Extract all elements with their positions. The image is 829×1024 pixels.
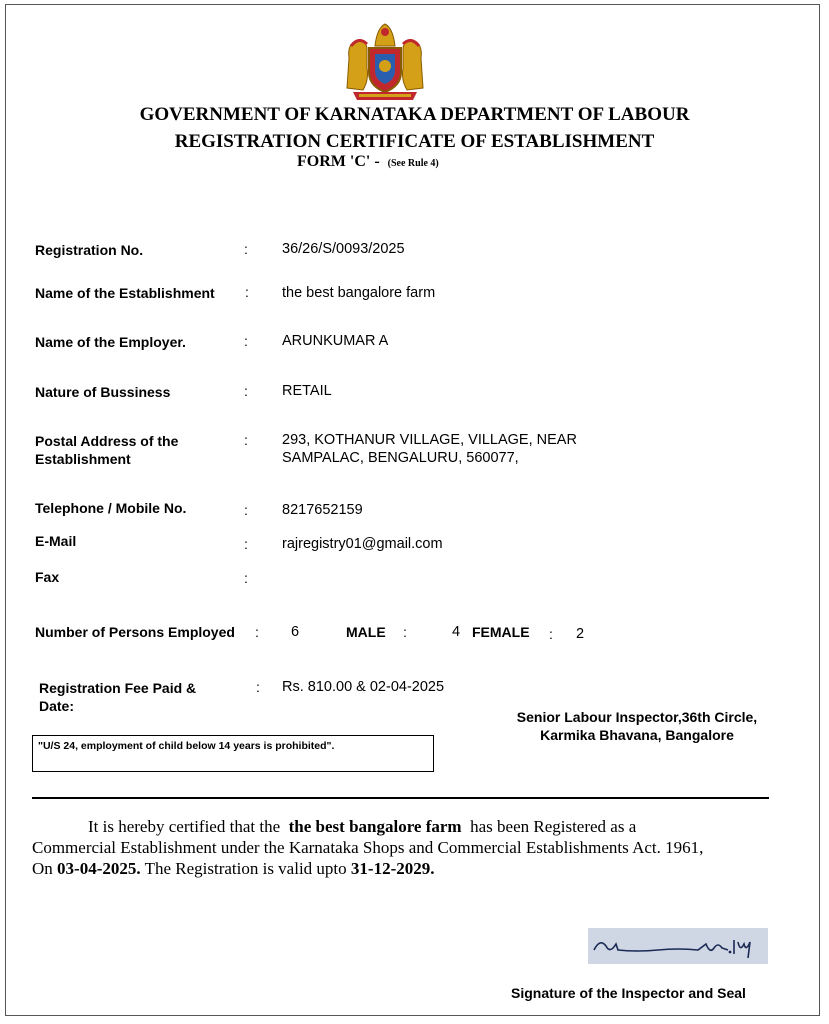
address-value-line2: SAMPALAC, BENGALURU, 560077, <box>282 450 519 466</box>
colon: : <box>255 624 259 640</box>
rule-reference: (See Rule 4) <box>387 158 439 169</box>
fee-label-line2: Date: <box>39 698 75 714</box>
cert-establishment-name: the best bangalore farm <box>288 817 462 836</box>
fee-label <box>39 679 196 715</box>
cert-valid-upto: 31-12-2029. <box>350 859 435 878</box>
establishment-value: the best bangalore farm <box>282 285 436 301</box>
cert-text: has been Registered as a <box>470 817 637 836</box>
fax-label: Fax <box>35 569 60 585</box>
colon: : <box>244 432 248 448</box>
male-count: 4 <box>452 624 461 640</box>
email-label: E-Mail <box>35 533 77 549</box>
cert-text: On <box>32 859 53 878</box>
inspector-line2: Karmika Bhavana, Bangalore <box>540 727 734 743</box>
colon: : <box>549 626 553 642</box>
cert-line1 <box>32 816 792 837</box>
child-labour-notice: "U/S 24, employment of child below 14 years is prohibited". <box>38 740 335 752</box>
female-label: FEMALE <box>472 624 530 640</box>
address-value <box>282 431 577 467</box>
cert-line2 <box>32 837 792 858</box>
cert-registration-date: 03-04-2025. <box>57 859 141 878</box>
business-value: RETAIL <box>282 383 332 399</box>
address-label-line2: Establishment <box>35 451 131 467</box>
fee-value: Rs. 810.00 & 02-04-2025 <box>282 679 445 695</box>
signature-caption: Signature of the Inspector and Seal <box>511 985 746 1001</box>
employer-value: ARUNKUMAR A <box>282 333 389 349</box>
address-label <box>35 432 178 468</box>
header-department: GOVERNMENT OF KARNATAKA DEPARTMENT OF LABOUR <box>139 104 690 125</box>
phone-label: Telephone / Mobile No. <box>35 500 187 516</box>
reg-no-value: 36/26/S/0093/2025 <box>282 241 405 257</box>
address-value-line1: 293, KOTHANUR VILLAGE, VILLAGE, NEAR <box>282 432 577 448</box>
child-labour-notice-box <box>32 735 434 772</box>
colon: : <box>403 624 407 640</box>
colon: : <box>245 284 249 300</box>
karnataka-emblem-icon <box>339 18 431 102</box>
establishment-label: Name of the Establishment <box>35 285 215 301</box>
cert-text: The Registration is valid upto <box>144 859 347 878</box>
certification-statement <box>32 816 792 879</box>
form-label: FORM 'C' - <box>297 153 380 170</box>
employer-label: Name of the Employer. <box>35 334 186 350</box>
cert-text: Commercial Establishment under the Karnataka Shops and Commercial Establishments Act. 1961, <box>32 838 704 857</box>
persons-label: Number of Persons Employed <box>35 624 235 640</box>
address-label-line1: Postal Address of the <box>35 433 179 449</box>
male-label: MALE <box>346 624 386 640</box>
inspector-line1: Senior Labour Inspector,36th Circle, <box>516 709 758 725</box>
colon: : <box>256 679 260 695</box>
divider <box>32 797 769 799</box>
header-certificate-title: REGISTRATION CERTIFICATE OF ESTABLISHMENT <box>174 131 655 152</box>
cert-text: It is hereby certified that the <box>88 817 281 836</box>
inspector-signature <box>588 928 768 964</box>
persons-total: 6 <box>291 624 300 640</box>
header-form <box>297 153 439 171</box>
business-label: Nature of Bussiness <box>35 384 171 400</box>
colon: : <box>244 502 248 518</box>
phone-value: 8217652159 <box>282 502 363 518</box>
reg-no-label: Registration No. <box>35 242 144 258</box>
fee-label-line1: Registration Fee Paid & <box>39 680 197 696</box>
colon: : <box>244 241 248 257</box>
email-value: rajregistry01@gmail.com <box>282 536 443 552</box>
colon: : <box>244 383 248 399</box>
colon: : <box>244 570 248 586</box>
colon: : <box>244 333 248 349</box>
cert-line3 <box>32 858 792 879</box>
colon: : <box>244 536 248 552</box>
female-count: 2 <box>576 626 585 642</box>
inspector-designation <box>498 708 776 744</box>
